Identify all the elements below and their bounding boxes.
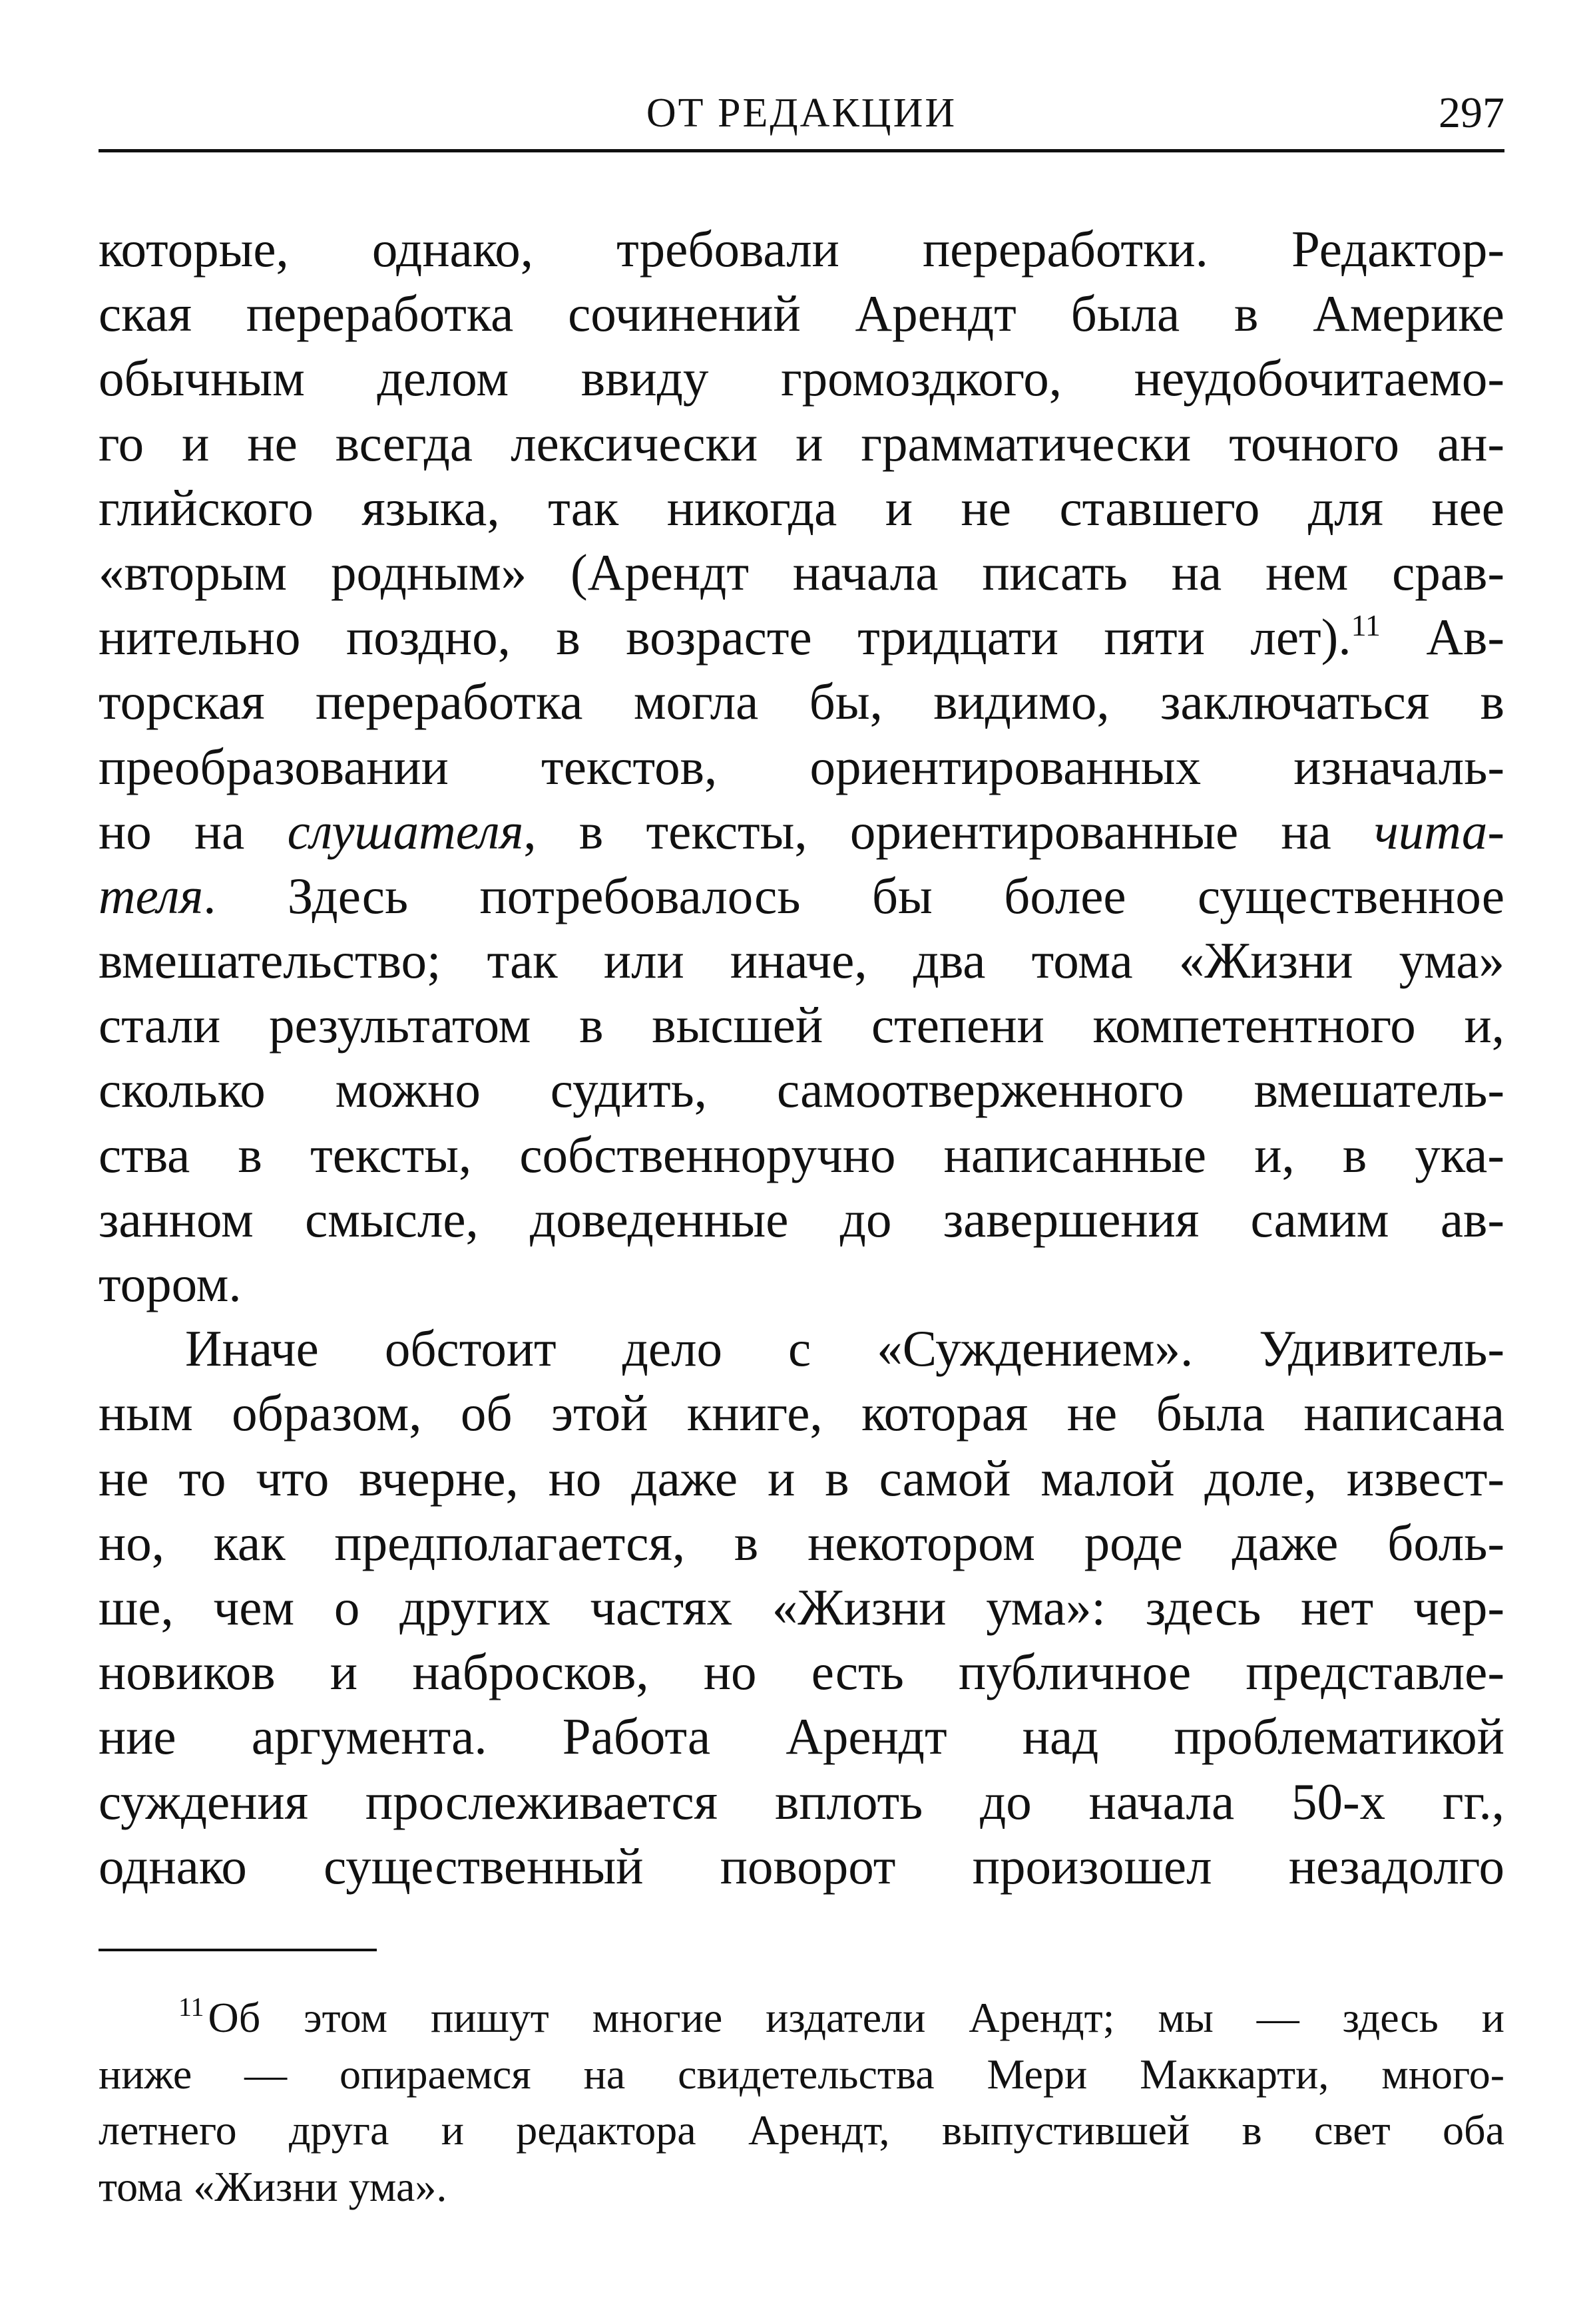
text-segment: . Здесь потребовалось бы более существенное <box>203 867 1504 924</box>
footnote-line: ниже — опираемся на свидетельства Мери Маккарти, много- <box>99 2050 1504 2098</box>
page-number: 297 <box>1439 89 1504 137</box>
text-line <box>99 799 1504 864</box>
page-header <box>99 85 1504 141</box>
text-line <box>99 605 1504 670</box>
text-line: ше, чем о других частях «Жизни ума»: здесь нет чер- <box>99 1578 1504 1636</box>
body-text <box>99 217 1504 1899</box>
text-line: торская переработка могла бы, видимо, заключаться в <box>99 673 1504 731</box>
text-line: ства в тексты, собственноручно написанные и, в ука- <box>99 1125 1504 1183</box>
text-line: го и не всегда лексически и грамматически точного ан- <box>99 414 1504 472</box>
text-line: вмешательство; так или иначе, два тома «Жизни ума» <box>99 932 1504 990</box>
text-line: стали результатом в высшей степени компетентного и, <box>99 996 1504 1054</box>
text-line: которые, однако, требовали переработки. Редактор- <box>99 220 1504 278</box>
footnote-line: летнего друга и редактора Арендт, выпустившей в свет оба <box>99 2106 1504 2154</box>
paragraph-first-line: Иначе обстоит дело с «Суждением». Удивитель- <box>185 1320 1504 1378</box>
italic-term: теля <box>99 867 204 924</box>
text-line: «вторым родным» (Арендт начала писать на нем срав- <box>99 543 1504 601</box>
text-line: сколько можно судить, самоотверженного вмешатель- <box>99 1061 1504 1119</box>
text-line: ние аргумента. Работа Арендт над проблематикой <box>99 1708 1504 1766</box>
text-line: обычным делом ввиду громоздкого, неудобочитаемо- <box>99 349 1504 407</box>
text-line: глийского языка, так никогда и не ставшего для нее <box>99 479 1504 536</box>
text-segment: нительно поздно, в возрасте тридцати пяти лет). <box>99 608 1351 666</box>
text-line: тором. <box>99 1255 242 1312</box>
italic-term: слушателя <box>287 802 524 860</box>
text-line: преобразовании текстов, ориентированных изначаль- <box>99 737 1504 795</box>
footnote-mark: 11 <box>178 1992 204 2022</box>
text-line: не то что вчерне, но даже и в самой малой доле, извест- <box>99 1449 1504 1507</box>
text-line: однако существенный поворот произошел незадолго <box>99 1837 1504 1895</box>
footnote <box>99 1990 1504 2215</box>
footnote-line <box>99 1990 1504 2046</box>
footnote-reference[interactable]: 11 <box>1351 608 1381 643</box>
text-segment: но на <box>99 802 288 860</box>
text-line: ным образом, об этой книге, которая не была написана <box>99 1384 1504 1442</box>
text-line: но, как предполагается, в некотором роде даже боль- <box>99 1513 1504 1571</box>
footnote-rule <box>99 1949 377 1951</box>
header-rule <box>99 149 1504 152</box>
text-line: занном смысле, доведенные до завершения самим ав- <box>99 1190 1504 1248</box>
italic-term: чита- <box>1374 802 1504 860</box>
text-line <box>99 864 1504 928</box>
text-line: суждения прослеживается вплоть до начала 50-х гг., <box>99 1772 1504 1830</box>
text-segment: , в тексты, ориентированные на <box>523 802 1375 860</box>
text-segment: Ав- <box>1380 608 1504 666</box>
running-head: ОТ РЕДАКЦИИ <box>646 91 957 136</box>
text-segment: Об этом пишут многие издатели Арендт; мы — здесь и <box>208 1994 1504 2041</box>
text-line: новиков и набросков, но есть публичное представле- <box>99 1643 1504 1701</box>
footnote-line: тома «Жизни ума». <box>99 2162 447 2210</box>
text-line: ская переработка сочинений Арендт была в Америке <box>99 285 1504 343</box>
